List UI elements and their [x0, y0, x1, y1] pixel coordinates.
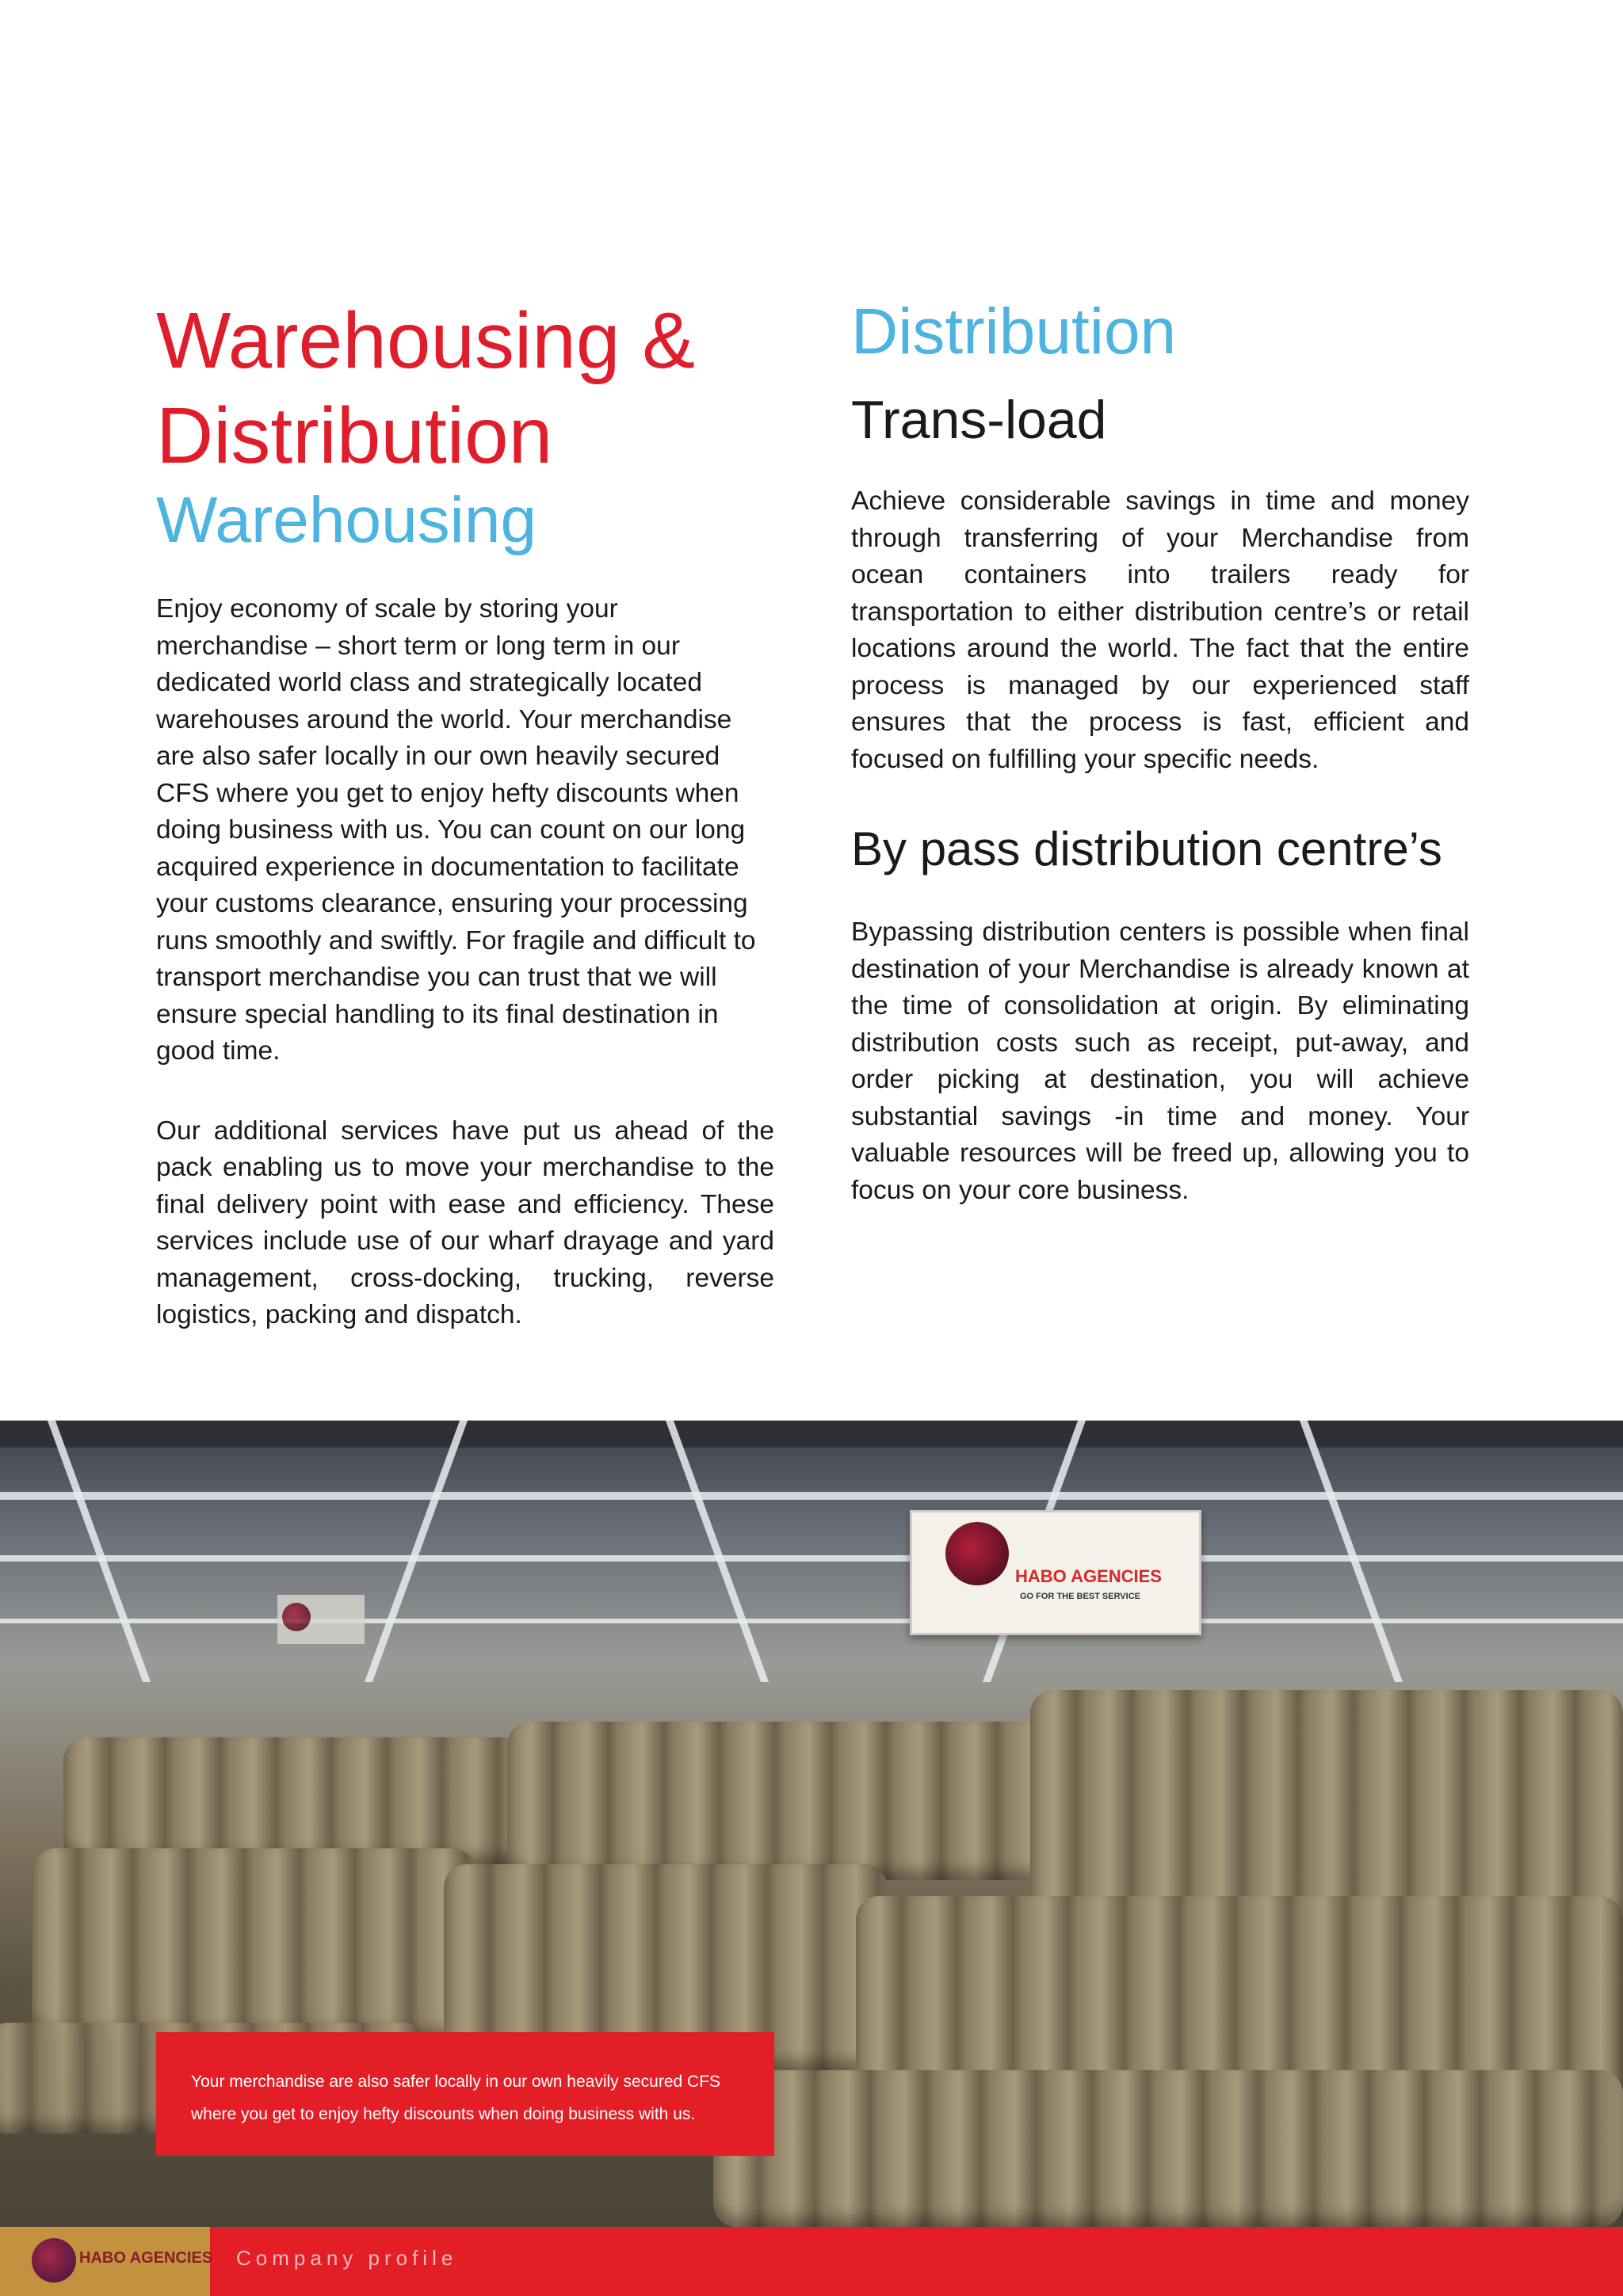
roof-truss — [1300, 1421, 1403, 1682]
sack-stack — [1030, 1690, 1623, 1928]
small-company-sign — [277, 1595, 365, 1644]
roof-beam — [0, 1555, 1623, 1562]
company-sign — [910, 1510, 1201, 1635]
caption-line2: where you get to enjoy hefty discounts when doing business with us. — [191, 2105, 696, 2123]
globe-logo-icon — [32, 2238, 76, 2283]
footer-logo — [0, 2227, 213, 2296]
roof-edge — [0, 1421, 1623, 1447]
sign-tagline: GO FOR THE BEST SERVICE — [1020, 1592, 1140, 1601]
roof-truss — [365, 1421, 468, 1682]
bypass-heading: By pass distribution centre’s — [851, 822, 1442, 875]
bypass-paragraph: Bypassing distribution centers is possible when final destination of your Merchandise is already known at the time of consolidation at origin. By eliminating distribution costs such as receipt, put-away, and order picking at destination, you will achieve substantial savings -in time and money. Your valuable resources will be freed up, allowing you to focus on your core business. — [851, 917, 1469, 1205]
distribution-heading: Distribution — [851, 296, 1177, 368]
roof-truss — [666, 1421, 769, 1682]
roof-truss — [48, 1421, 151, 1682]
page-title-line2: Distribution — [156, 391, 553, 480]
page-title — [156, 293, 774, 483]
sign-company-name: HABO AGENCIES — [1015, 1566, 1162, 1586]
sack-stack — [507, 1722, 1078, 1880]
right-column — [851, 293, 1469, 1209]
warehousing-heading: Warehousing — [156, 484, 537, 556]
transload-paragraph: Achieve considerable savings in time and money through transferring of your Merchandise from ocean containers into trailers ready for transportation to either distribution centre’s or retail locations around the world. The fact that the entire process is managed by our experienced staff ensures that the process is fast, efficient and focused on fulfilling your specific needs. — [851, 486, 1469, 774]
caption-line1: Your merchandise are also safer locally in our own heavily secured CFS — [191, 2073, 721, 2091]
globe-logo-icon — [945, 1522, 1009, 1585]
footer-label: Company profile — [236, 2246, 458, 2270]
roof-beam — [0, 1492, 1623, 1500]
warehousing-paragraph: Enjoy economy of scale by storing your merchandise – short term or long term in our dedicated world class and strategically located warehouses around the world. Your merchandise are also safer locally in our own heavily secured CFS where you get to enjoy hefty discounts when doing business with us. You can count on our long acquired experience in documentation to facilitate your customs clearance, ensuring your processing runs smoothly and swiftly. For fragile and difficult to transport merchandise you can trust that we will ensure special handling to its final destination in good time. — [156, 594, 756, 1066]
sack-stack — [32, 1848, 475, 2039]
additional-services-paragraph: Our additional services have put us ahead of the pack enabling us to move your merchandise to the final delivery point with ease and efficiency. These services include use of our wharf drayage and yard management, cross-docking, trucking, reverse logistics, packing and dispatch. — [156, 1116, 774, 1329]
transload-heading: Trans-load — [851, 390, 1107, 450]
footer-bar — [0, 2227, 1623, 2296]
footer-logo-text: HABO AGENCIES — [79, 2249, 213, 2267]
sack-stack — [713, 2070, 1623, 2227]
globe-logo-icon — [282, 1603, 311, 1631]
left-column — [156, 293, 774, 1334]
page-title-line1: Warehousing & — [156, 296, 695, 385]
photo-caption-box — [156, 2032, 774, 2156]
